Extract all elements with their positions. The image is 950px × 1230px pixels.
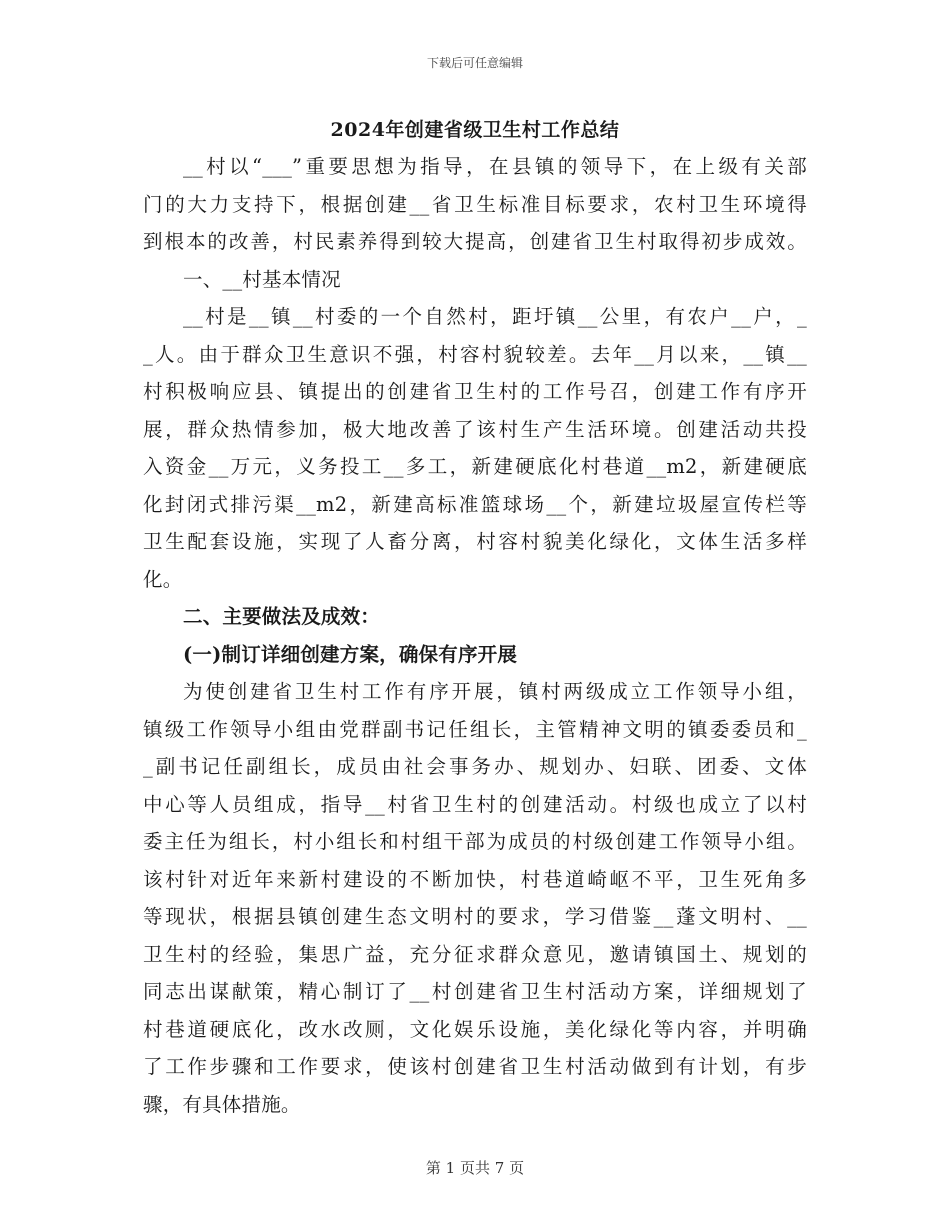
paragraph-line: 委主任为组长，村小组长和村组干部为成员的村级创建工作领导小组。	[143, 830, 807, 853]
paragraph-line: 等现状，根据县镇创建生态文明村的要求，学习借鉴__蓬文明村、__	[143, 905, 807, 928]
section-heading: 一、__村基本情况	[183, 267, 341, 291]
paragraph-line: 到根本的改善，村民素养得到较大提高，创建省卫生村取得初步成效。	[143, 230, 807, 253]
paragraph-line: 展，群众热情参加，极大地改善了该村生产生活环境。创建活动共投	[143, 417, 807, 441]
paragraph-line: 骤，有具体措施。	[143, 1092, 301, 1116]
document-title: 2024年创建省级卫生村工作总结	[330, 119, 620, 141]
paragraph-line: 镇级工作领导小组由党群副书记任组长，主管精神文明的镇委委员和_	[143, 717, 807, 741]
subsection-heading: (一)制订详细创建方案，确保有序开展	[183, 642, 518, 666]
paragraph-line: 了工作步骤和工作要求，使该村创建省卫生村活动做到有计划，有步	[143, 1055, 807, 1078]
paragraph-line: 村积极响应县、镇提出的创建省卫生村的工作号召，创建工作有序开	[143, 380, 807, 403]
paragraph-line: 化封闭式排污渠__m2，新建高标准篮球场__个，新建垃圾屋宣传栏等	[143, 492, 807, 516]
paragraph-line: 卫生村的经验，集思广益，充分征求群众意见，邀请镇国土、规划的	[143, 942, 807, 966]
paragraph-line: _人。由于群众卫生意识不强，村容村貌较差。去年__月以来，__镇__	[143, 342, 807, 366]
paragraph-line: 化。	[143, 567, 183, 591]
section-heading: 二、主要做法及成效：	[183, 605, 381, 628]
paragraph-line: __村是__镇__村委的一个自然村，距圩镇__公里，有农户__户，_	[183, 305, 807, 328]
paragraph-line: __村以“___”重要思想为指导，在县镇的领导下，在上级有关部	[183, 155, 807, 178]
paragraph-line: _副书记任副组长，成员由社会事务办、规划办、妇联、团委、文体	[143, 755, 807, 778]
document-body	[143, 148, 807, 1123]
paragraph-line: 村巷道硬底化，改水改厕，文化娱乐设施，美化绿化等内容，并明确	[143, 1017, 807, 1041]
page-number: 第 1 页共 7 页	[425, 1159, 525, 1177]
paragraph-line: 中心等人员组成，指导__村省卫生村的创建活动。村级也成立了以村	[143, 792, 807, 816]
header-note: 下载后可任意编辑	[426, 56, 523, 70]
paragraph-line: 该村针对近年来新村建设的不断加快，村巷道崎岖不平，卫生死角多	[143, 867, 807, 891]
paragraph-line: 门的大力支持下，根据创建__省卫生标准目标要求，农村卫生环境得	[143, 192, 807, 216]
paragraph-line: 同志出谋献策，精心制订了__村创建省卫生村活动方案，详细规划了	[143, 980, 807, 1003]
paragraph-line: 卫生配套设施，实现了人畜分离，村容村貌美化绿化，文体生活多样	[143, 530, 807, 553]
paragraph-line: 入资金__万元，义务投工__多工，新建硬底化村巷道__m2，新建硬底	[143, 455, 807, 478]
paragraph-line: 为使创建省卫生村工作有序开展，镇村两级成立工作领导小组，	[183, 680, 807, 703]
